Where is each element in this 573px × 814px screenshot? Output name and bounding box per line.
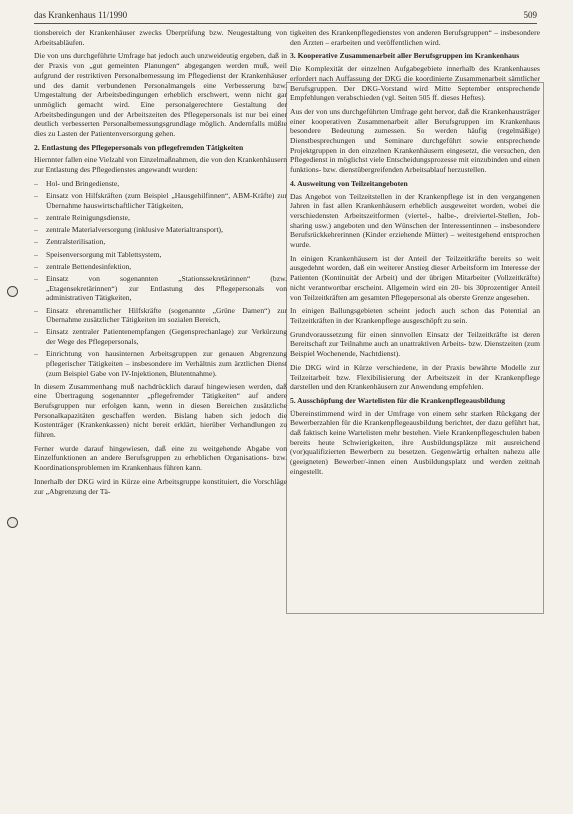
- binder-hole-icon: [7, 517, 18, 528]
- paragraph: In einigen Krankenhäusern ist der Anteil der Teilzeitkräfte bereits so weit ausgedehnt worden, daß ein weiterer Anstieg dieser Arbeitsform im Interesse der Patienten (Kontinuität der Arbeit) und der übrigen Mitarbeiter (Vollzeitkräfte) nicht verantwortbar erscheint. Allgemein wird ein 20- bis 30prozentiger Anteil von Teilzeitkräften am gesamten Pflegepersonal als oberste Grenze angesehen.: [290, 253, 540, 302]
- paragraph: Ferner wurde darauf hingewiesen, daß eine zu weitgehende Abgabe von Einzelfunktionen an andere Berufsgruppen zu erheblichen Organisations- bzw. Koordinationsproblemen im Krankenhaus führen kann.: [34, 443, 287, 473]
- paragraph: Hiernnter fallen eine Vielzahl von Einzelmaßnahmen, die von den Krankenhäusern zur Entlastung des Pflegedienstes angewandt wurden:: [34, 155, 287, 175]
- list-item: – zentrale Bettendesinfektion,: [34, 262, 287, 272]
- paragraph: Aus der von uns durchgeführten Umfrage geht hervor, daß die Krankenhausträger einer kooperativen Zusammenarbeit aller Berufsgruppen im Krankenhaus besondere Bedeutung zumessen. So werden häufig (regelmäßige) Dienstbesprechungen und Seminare durchgeführt sowie entsprechende Projektgruppen in den einzelnen Krankenhäusern eingesetzt, die versuchen, den Pflegedienst in möglichst viele Entscheidungsprozesse mit einzubinden und einen funktions- bzw. dienstübergreifenden Arbeitsablauf herzustellen.: [290, 106, 540, 175]
- binder-hole-icon: [7, 286, 18, 297]
- paragraph: Übereinstimmend wird in der Umfrage von einem sehr starken Rückgang der Bewerberzahlen für die Krankenpflegeausbildung berichtet, der dazu geführt hat, daß faktisch keine Wartelisten mehr bestehen. Viele Krankenpflegeschulen haben bereits heute Schwierigkeiten, ihre Ausbildungsplätze mit ausreichend (vor)qualifizierten Bewerbern zu besetzen. Gegenwärtig erhalten nahezu alle (geeigneten) Bewerber/-innen einen Ausbildungsplatz und werden zeitnah eingestellt.: [290, 408, 540, 476]
- right-column: [290, 28, 540, 481]
- paragraph: Die DKG wird in Kürze verschiedene, in der Praxis bewährte Modelle zur Teilzeitarbeit bzw. Flexibilisierung der Arbeitszeit in der Krankenpflege darstellen und den Krankenhäusern zur Anwendung empfehlen.: [290, 362, 540, 392]
- list-item: – Speisenversorgung mit Tablettsystem,: [34, 250, 287, 260]
- paragraph: In einigen Ballungsgebieten scheint jedoch auch schon das Potential an Teilzeitkräften in der Krankenpflege ausgeschöpft zu sein.: [290, 306, 540, 325]
- page-number: 509: [523, 10, 537, 20]
- paragraph: Grundvoraussetzung für einen sinnvollen Einsatz der Teilzeitkräfte ist deren Bereitschaft zur Teilnahme auch an unattraktiven Arbeits- bzw. Dienstzeiten (zum Beispiel Wochenende, Nachtdienst).: [290, 329, 540, 359]
- paragraph: In diesem Zusammenhang muß nachdrücklich darauf hingewiesen werden, daß eine Übertragung sogenannter „pflegefremder Tätigkeiten“ auf andere Berufsgruppen nur erfolgen kann, wenn in diesen Bereichen zusätzliche Personalkapazitäten geschaffen werden. Bislang haben sich jedoch die Kostenträger (Krankenkassen) nicht bereit erklärt, hierüber Verhandlungen zu führen.: [34, 381, 287, 440]
- section-heading: 5. Ausschöpfung der Wartelisten für die Krankenpflegeausbildung: [290, 395, 505, 405]
- section-heading: 3. Kooperative Zusammenarbeit aller Berufsgruppen im Krankenhaus: [290, 51, 520, 61]
- measure-list: [34, 179, 287, 379]
- list-item: – zentrale Materialversorgung (inklusive Materialtransport),: [34, 225, 287, 235]
- list-item: – Einsatz von Hilfskräften (zum Beispiel „Hausgehilfinnen“, ABM-Kräfte) zur Übernahme hauswirtschaftlicher Tätigkeiten,: [34, 191, 287, 210]
- section-heading: 4. Ausweitung von Teilzeitangeboten: [290, 178, 408, 188]
- list-item: – zentrale Reinigungsdienste,: [34, 213, 287, 223]
- list-item: – Hol- und Bringedienste,: [34, 179, 287, 189]
- list-item: – Zentralsterilisation,: [34, 237, 287, 247]
- paragraph: Die Komplexität der einzelnen Aufgabegebiete innerhalb des Krankenhauses erfordert nach Auffassung der DKG die koordinierte Zusammenarbeit sämtlicher Berufsgruppen. Der DKG-Vorstand wird Mitte September entsprechende Empfehlungen verabschieden (vgl. Seiten 505 ff. dieses Heftes).: [290, 64, 540, 103]
- paragraph: Innerhalb der DKG wird in Kürze eine Arbeitsgruppe konstituiert, die Vorschläge zur „Abgrenzung der Tä-: [34, 476, 287, 496]
- list-item: – Einrichtung von hausinternen Arbeitsgruppen zur genauen Abgrenzung pflegerischer Tätigkeiten – insbesondere im Verhältnis zum ärztlichen Dienst (zum Beispiel Gabe von IV-Injektionen, Blutentnahme).: [34, 349, 287, 378]
- journal-title: das Krankenhaus 11/1990: [34, 10, 128, 20]
- left-column: [34, 28, 287, 500]
- list-item: – Einsatz zentraler Patientenempfangen (Gegensprechanlage) zur Verkürzung der Wege des Pflegepersonals,: [34, 327, 287, 346]
- paragraph: tigkeiten des Krankenpflegedienstes von anderen Berufsgruppen“ – insbesondere den Ärzten – erarbeiten und veröffentlichen wird.: [290, 28, 540, 47]
- running-header: [34, 9, 537, 24]
- paragraph: Das Angebot von Teilzeitstellen in der Krankenpflege ist in den vergangenen Jahren in fast allen Krankenhäusern erheblich ausgeweitet worden, wobei die verschiedensten Arbeitszeitformen (viertel-, halbe-, dreiviertel-Stellen, Job-sharing usw.) angeboten und den Wünschen der Interessentinnen – insbesondere Berufsrückkehrerinnen (Kinder erziehende Mütter) – weitestgehend entsprochen wurde.: [290, 191, 540, 250]
- paragraph: tionsbereich der Krankenhäuser zwecks Überprüfung bzw. Neugestaltung von Arbeitsabläufen.: [34, 28, 287, 47]
- paragraph: Die von uns durchgeführte Umfrage hat jedoch auch unzweideutig ergeben, daß in der Praxis von „gut gemeinten Planungen“ abgegangen werden muß, weil aufgrund der restriktiven Personalbemessung im Pflegedienst der Krankenhäuser und des damit verbundenen Personalmangels eine Verbesserung bzw. Umgestaltung der Arbeitsbedingungen erheblich erschwert, wenn nicht gar unmöglich gemacht wird. Eine personalgerechtere Gestaltung der Arbeitsbedingungen und der Arbeitszeiten des Pflegepersonals ist nur bei einer deutlich verbesserten Personalbemessungsgrundlage möglich. Andernfalls müßte dies zu Lasten der Patientenversorgung gehen.: [34, 51, 287, 139]
- section-heading: 2. Entlastung des Pflegepersonals von pflegefremden Tätigkeiten: [34, 142, 244, 152]
- list-item: – Einsatz von sogenannten „Stationssekretärinnen“ (bzw. „Etagensekretärinnen“) zur Entlastung des Pflegepersonals von administrativen Tätigkeiten,: [34, 274, 287, 303]
- list-item: – Einsatz ehrenamtlicher Hilfskräfte (sogenannte „Grüne Damen“) zur Übernahme zusätzlicher Tätigkeiten im sozialen Bereich,: [34, 306, 287, 325]
